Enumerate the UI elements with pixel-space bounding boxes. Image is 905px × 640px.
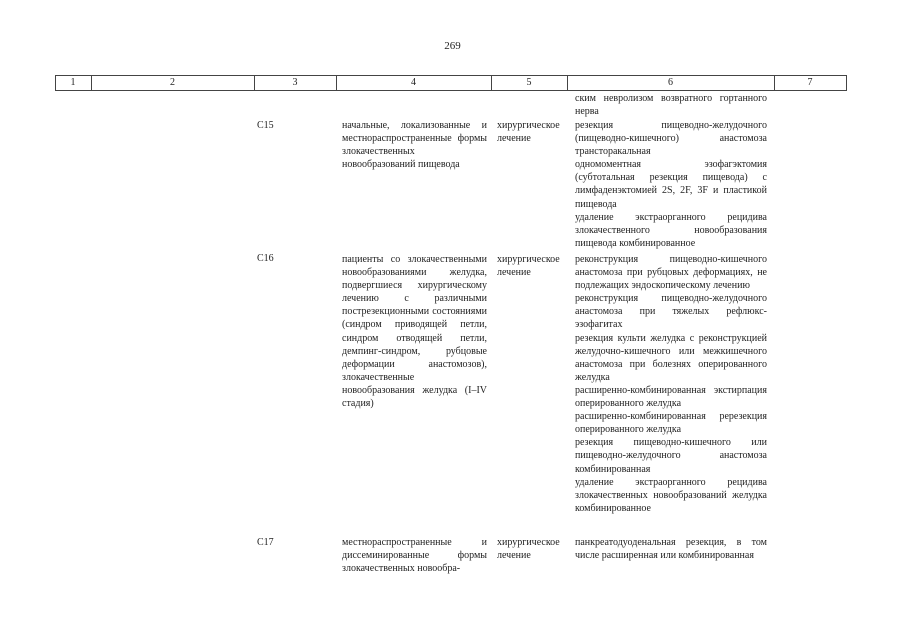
row-methods-c16 [575,253,767,515]
row-methods-c17 [575,536,767,562]
column-header-4: 4 [411,77,416,88]
row-code-c17: C17 [257,537,274,548]
method-item: удаление экстраорганного рецидива злокачественного новообразования пищевода комбинированное [575,211,767,249]
method-item: расширенно-комбинированная экстирпация оперированного желудка [575,384,767,410]
column-header-7: 7 [807,77,813,88]
column-header-3: 3 [292,77,298,88]
table-header [55,75,847,91]
method-item: резекция пищеводно-желудочного (пищеводно-кишечного) анастомоза трансторакальная [575,120,767,158]
method-item: удаление экстраорганного рецидива злокачественных новообразований желудка комбинированное [575,476,767,514]
row-methods-c15 [575,119,767,250]
page-number: 269 [444,40,461,52]
column-header-2: 2 [170,77,175,88]
column-header-5: 5 [526,77,532,88]
row-treatment-c16: хирургическое лечение [497,254,560,279]
row-condition-c15: начальные, локализованные и местнораспространенные формы злокачественных новообразований пищевода [342,120,487,171]
continuation-text: ским невролизом возвратного гортанного нерва [575,93,767,118]
method-item: реконструкция пищеводно-кишечного анастомоза при рубцовых деформациях, не подлежащих эндоскопическому лечению [575,254,767,292]
method-item: резекция пищеводно-кишечного или пищеводно-желудочного анастомоза комбинированная [575,437,767,475]
row-condition-c16: пациенты со злокачественными новообразованиями желудка, подвергшиеся хирургическому лечению с различными пострезекционными состояниями (синдром приводящей петли, синдром отводящей петли, демпинг-синдром, рубцовые деформации анастомозов), злокачественные новообразования желудка (I–IV стадия) [342,254,487,410]
row-code-c16: C16 [257,253,274,264]
method-item: одномоментная эзофагэктомия (субтотальная резекция пищевода) с лимфаденэктомией 2S, 2F, 3F и пластикой пищевода [575,159,767,210]
method-item: резекция культи желудка с реконструкцией желудочно-кишечного или межкишечного анастомоза при болезнях оперированного желудка [575,332,767,383]
row-condition-c17: местнораспространенные и диссеминированные формы злокачественных новообра- [342,537,487,575]
column-header-1: 1 [70,77,76,88]
method-item: панкреатодуоденальная резекция, в том числе расширенная или комбинированная [575,537,767,562]
row-code-c15: C15 [257,120,274,131]
column-header-6: 6 [668,77,673,88]
row-treatment-c17: хирургическое лечение [497,537,560,562]
method-item: реконструкция пищеводно-желудочного анастомоза при тяжелых рефлюкс-эзофагитах [575,293,767,331]
method-item: расширенно-комбинированная ререзекция оперированного желудка [575,411,767,436]
row-treatment-c15: хирургическое лечение [497,120,560,145]
